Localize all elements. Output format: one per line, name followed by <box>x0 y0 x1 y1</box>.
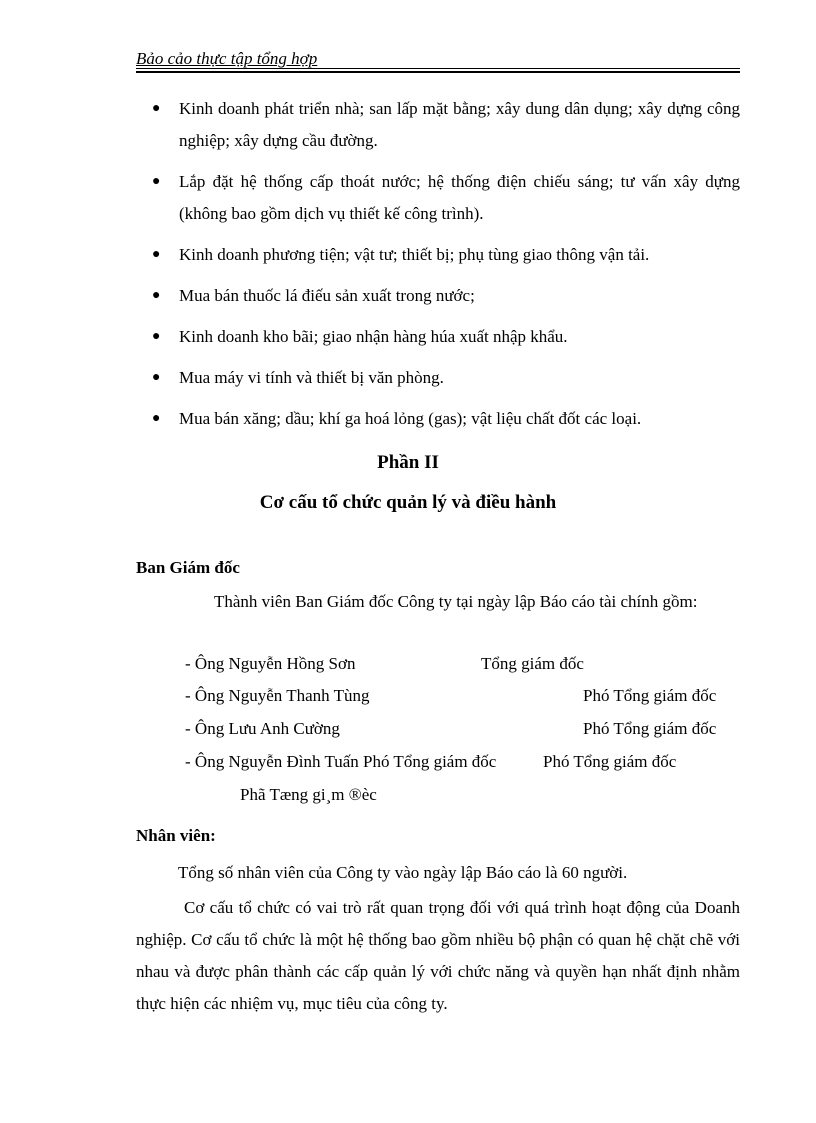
list-item <box>152 362 740 394</box>
bullet-icon: ● <box>152 247 161 262</box>
board-heading: Ban Giám đốc <box>136 558 240 577</box>
list-item <box>152 166 740 230</box>
list-item-text: Kinh doanh phát triển nhà; san lấp mặt bằng; xây dung dân dụng; xây dựng công nghiệp; xây dựng cầu đường. <box>179 99 740 150</box>
list-item <box>152 280 740 312</box>
part-title: Cơ cấu tổ chức quản lý và điều hành <box>259 492 557 513</box>
member-name: - Ông Lưu Anh Cường <box>185 719 340 738</box>
list-item-text: Lắp đặt hệ thống cấp thoát nước; hệ thống điện chiếu sáng; tư vấn xây dựng (không bao gồm dịch vụ thiết kế công trình). <box>179 172 740 223</box>
list-item <box>152 403 740 435</box>
list-item <box>152 321 740 353</box>
bullet-icon: ● <box>152 370 161 385</box>
list-item-text: Mua bán thuốc lá điếu sản xuất trong nước; <box>179 286 475 305</box>
part-number: Phần II <box>377 452 439 473</box>
list-item <box>152 93 740 157</box>
member-name: - Ông Nguyễn Hồng Sơn <box>185 654 356 673</box>
bullet-icon: ● <box>152 174 161 189</box>
member-name: - Ông Nguyễn Đình Tuấn Phó Tổng giám đốc <box>185 752 497 771</box>
bullet-icon: ● <box>152 101 161 116</box>
member-role: Tổng giám đốc <box>481 654 584 673</box>
bullet-icon: ● <box>152 329 161 344</box>
header-rule-thin <box>136 68 740 69</box>
list-item-text: Mua máy vi tính và thiết bị văn phòng. <box>179 368 444 387</box>
header-rule-thick <box>136 71 740 73</box>
list-item-text: Kinh doanh kho bãi; giao nhận hàng húa xuất nhập khẩu. <box>179 327 568 346</box>
header-title: Bảo cảo thực tập tổng hợp <box>136 49 318 68</box>
staff-count-paragraph: Tổng số nhân viên của Công ty vào ngày lập Báo cáo là 60 người. <box>178 863 628 882</box>
garbled-role-line: Phã Tæng gi¸m ®èc <box>240 785 377 804</box>
board-intro: Thành viên Ban Giám đốc Công ty tại ngày lập Báo cáo tài chính gồm: <box>214 592 698 611</box>
member-name: - Ông Nguyễn Thanh Tùng <box>185 686 370 705</box>
list-item <box>152 239 740 271</box>
bullet-icon: ● <box>152 411 161 426</box>
structure-paragraph: Cơ cấu tổ chức có vai trò rất quan trọng đối với quá trình hoạt động của Doanh nghiệp. Cơ cấu tổ chức là một hệ thống bao gồm nhiều bộ phận có quan hệ chặt chẽ với nhau và được phân thành các cấp quản lý với chức năng và quyền hạn nhất định nhằm thực hiện các nhiệm vụ, mục tiêu của công ty. <box>136 898 740 1013</box>
list-item-text: Mua bán xăng; dầu; khí ga hoá lỏng (gas); vật liệu chất đốt các loại. <box>179 409 642 428</box>
list-item-text: Kinh doanh phương tiện; vật tư; thiết bị; phụ tùng giao thông vận tải. <box>179 245 650 264</box>
member-role: Phó Tổng giám đốc <box>583 719 717 738</box>
bullet-icon: ● <box>152 288 161 303</box>
business-lines-list <box>152 93 740 444</box>
member-role: Phó Tổng giám đốc <box>583 686 717 705</box>
member-role: Phó Tổng giám đốc <box>543 752 677 771</box>
staff-heading: Nhân viên: <box>136 826 216 845</box>
